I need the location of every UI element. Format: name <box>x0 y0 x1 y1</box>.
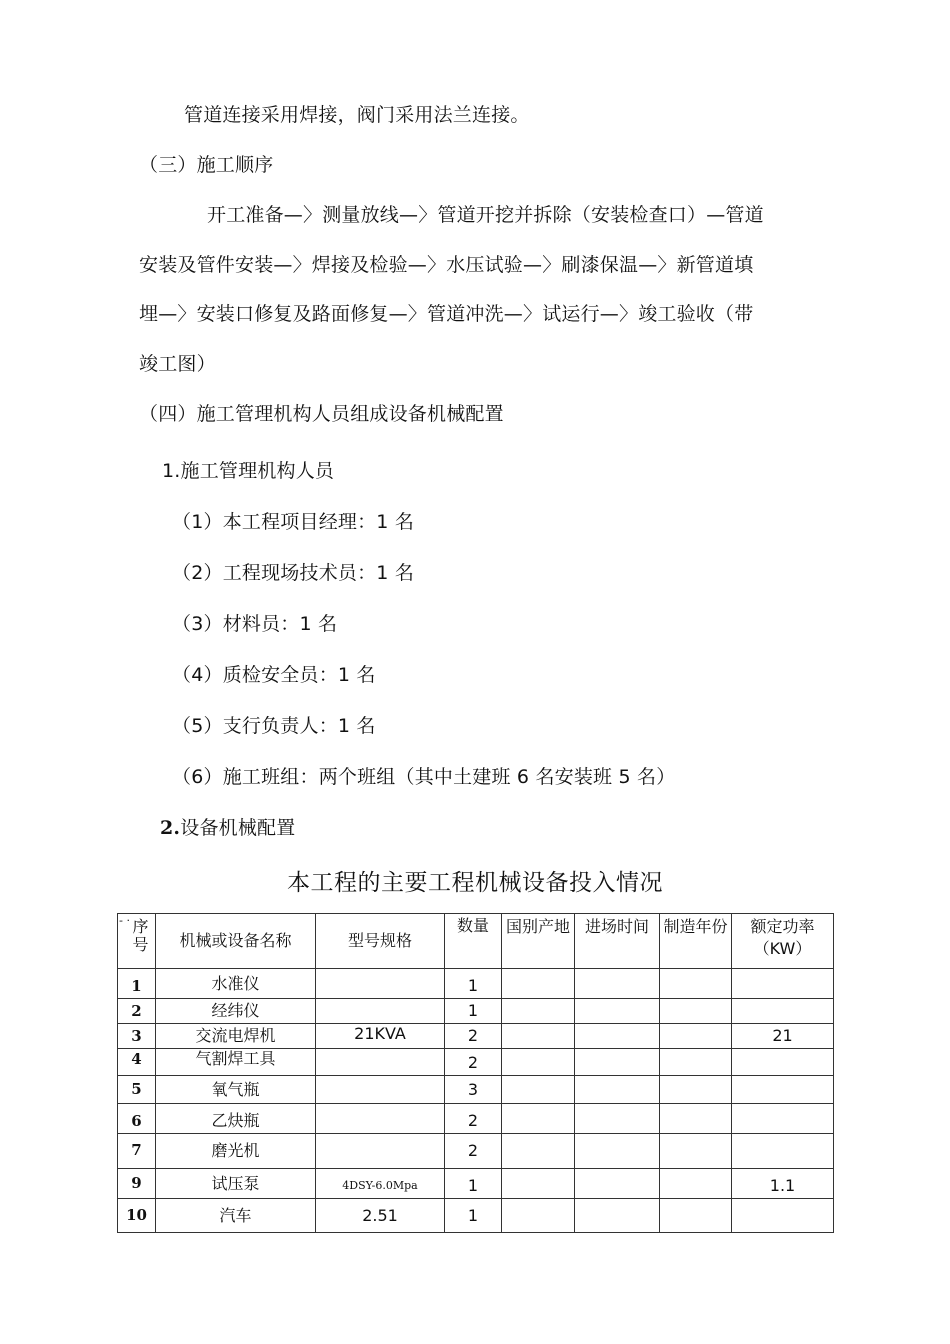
paragraph-pipe-connection: 管道连接采用焊接，阀门采用法兰连接。 <box>184 104 530 126</box>
header-origin <box>502 914 575 969</box>
cell-power: 21 <box>732 1024 834 1049</box>
cell-year <box>660 969 732 999</box>
sequence-line-2: 安装及管件安装—〉焊接及检验—〉水压试验—〉刷漆保温—〉新管道填 <box>139 254 754 276</box>
cell-model: 21KVA <box>316 1024 445 1049</box>
cell-origin <box>502 1199 575 1233</box>
cell-name: 汽车 <box>156 1199 316 1233</box>
cell-year <box>660 1049 732 1076</box>
cell-origin <box>502 1104 575 1134</box>
section-heading-construction-sequence: （三）施工顺序 <box>139 154 274 176</box>
header-name-label: 机械或设备名称 <box>179 931 292 950</box>
cell-model <box>316 1076 445 1104</box>
table-row <box>118 1169 834 1199</box>
cell-power <box>732 969 834 999</box>
staff-item: （5）支行负责人：1 名 <box>172 715 376 737</box>
staff-item: （2）工程现场技术员：1 名 <box>172 562 415 584</box>
header-model <box>316 914 445 969</box>
cell-origin <box>502 999 575 1024</box>
header-no-label: 序号 <box>132 917 149 954</box>
subheading-equipment-text: 设备机械配置 <box>180 817 296 839</box>
cell-entry <box>575 1134 660 1169</box>
cell-model <box>316 1104 445 1134</box>
cell-year <box>660 1104 732 1134</box>
subheading-management-staff: 1.施工管理机构人员 <box>162 460 335 482</box>
cell-origin <box>502 1134 575 1169</box>
cell-no: 5 <box>118 1076 156 1104</box>
cell-year <box>660 1076 732 1104</box>
cell-no: 2 <box>118 999 156 1024</box>
cell-qty: 1 <box>445 969 502 999</box>
header-power-label: 额定功率（KW） <box>750 917 815 958</box>
header-origin-label: 国别产地 <box>506 917 571 936</box>
cell-no: 4 <box>118 1049 156 1076</box>
table-title: 本工程的主要工程机械设备投入情况 <box>287 870 663 896</box>
header-year <box>660 914 732 969</box>
header-power <box>732 914 834 969</box>
cell-power <box>732 1104 834 1134</box>
cell-qty: 1 <box>445 1169 502 1199</box>
table-row <box>118 969 834 999</box>
header-mark: - · <box>119 914 130 927</box>
cell-model <box>316 1134 445 1169</box>
table-row <box>118 1049 834 1076</box>
cell-origin <box>502 1076 575 1104</box>
cell-no: 7 <box>118 1134 156 1169</box>
cell-origin <box>502 1169 575 1199</box>
cell-name: 氧气瓶 <box>156 1076 316 1104</box>
header-year-label: 制造年份 <box>663 917 728 936</box>
cell-year <box>660 1134 732 1169</box>
cell-model <box>316 1049 445 1076</box>
cell-qty: 2 <box>445 1049 502 1076</box>
table-row <box>118 1024 834 1049</box>
cell-name: 乙炔瓶 <box>156 1104 316 1134</box>
cell-year <box>660 999 732 1024</box>
cell-entry <box>575 969 660 999</box>
cell-no: 10 <box>118 1199 156 1233</box>
cell-power <box>732 1134 834 1169</box>
sequence-line-3: 埋—〉安装口修复及路面修复—〉管道冲洗—〉试运行—〉竣工验收（带 <box>139 303 754 325</box>
cell-entry <box>575 1049 660 1076</box>
cell-qty: 3 <box>445 1076 502 1104</box>
staff-item: （6）施工班组：两个班组（其中土建班 6 名安装班 5 名） <box>172 766 676 788</box>
cell-qty: 1 <box>445 999 502 1024</box>
cell-entry <box>575 1169 660 1199</box>
subheading-equipment-number: 2. <box>160 817 181 839</box>
equipment-table <box>117 913 834 1233</box>
header-name <box>156 914 316 969</box>
cell-model <box>316 999 445 1024</box>
cell-no: 6 <box>118 1104 156 1134</box>
table-row <box>118 999 834 1024</box>
cell-entry <box>575 1024 660 1049</box>
cell-name: 水准仪 <box>156 969 316 999</box>
cell-year <box>660 1169 732 1199</box>
cell-qty: 2 <box>445 1104 502 1134</box>
header-entry <box>575 914 660 969</box>
staff-item: （3）材料员：1 名 <box>172 613 338 635</box>
staff-item: （4）质检安全员：1 名 <box>172 664 376 686</box>
cell-power <box>732 1199 834 1233</box>
cell-power <box>732 999 834 1024</box>
table-row <box>118 1134 834 1169</box>
cell-year <box>660 1024 732 1049</box>
cell-no: 3 <box>118 1024 156 1049</box>
cell-entry <box>575 1199 660 1233</box>
cell-origin <box>502 1049 575 1076</box>
cell-entry <box>575 999 660 1024</box>
cell-power <box>732 1076 834 1104</box>
cell-model <box>316 969 445 999</box>
header-no <box>118 914 156 969</box>
cell-qty: 2 <box>445 1134 502 1169</box>
cell-model: 4DSY-6.0Mpa <box>316 1169 445 1199</box>
table-row <box>118 1199 834 1233</box>
sequence-line-4: 竣工图） <box>139 353 216 375</box>
cell-name: 交流电焊机 <box>156 1024 316 1049</box>
cell-no: 1 <box>118 969 156 999</box>
cell-name: 磨光机 <box>156 1134 316 1169</box>
header-entry-label: 进场时间 <box>585 917 650 936</box>
table-row <box>118 1076 834 1104</box>
header-qty-label: 数量 <box>456 916 489 935</box>
table-row <box>118 1104 834 1134</box>
cell-name: 试压泵 <box>156 1169 316 1199</box>
cell-power: 1.1 <box>732 1169 834 1199</box>
cell-year <box>660 1199 732 1233</box>
cell-model: 2.51 <box>316 1199 445 1233</box>
cell-entry <box>575 1104 660 1134</box>
table-header-row <box>118 914 834 969</box>
cell-power <box>732 1049 834 1076</box>
header-model-label: 型号规格 <box>347 931 412 950</box>
staff-item: （1）本工程项目经理：1 名 <box>172 511 415 533</box>
cell-qty: 2 <box>445 1024 502 1049</box>
sequence-line-1: 开工准备—〉测量放线—〉管道开挖并拆除（安装检查口）—管道 <box>207 204 764 226</box>
cell-name: 气割焊工具 <box>156 1049 316 1076</box>
cell-origin <box>502 969 575 999</box>
cell-qty: 1 <box>445 1199 502 1233</box>
cell-name: 经纬仪 <box>156 999 316 1024</box>
section-heading-organization: （四）施工管理机构人员组成设备机械配置 <box>139 403 504 425</box>
cell-entry <box>575 1076 660 1104</box>
subheading-equipment <box>160 816 295 840</box>
cell-origin <box>502 1024 575 1049</box>
header-qty <box>445 914 502 969</box>
cell-no: 9 <box>118 1169 156 1199</box>
